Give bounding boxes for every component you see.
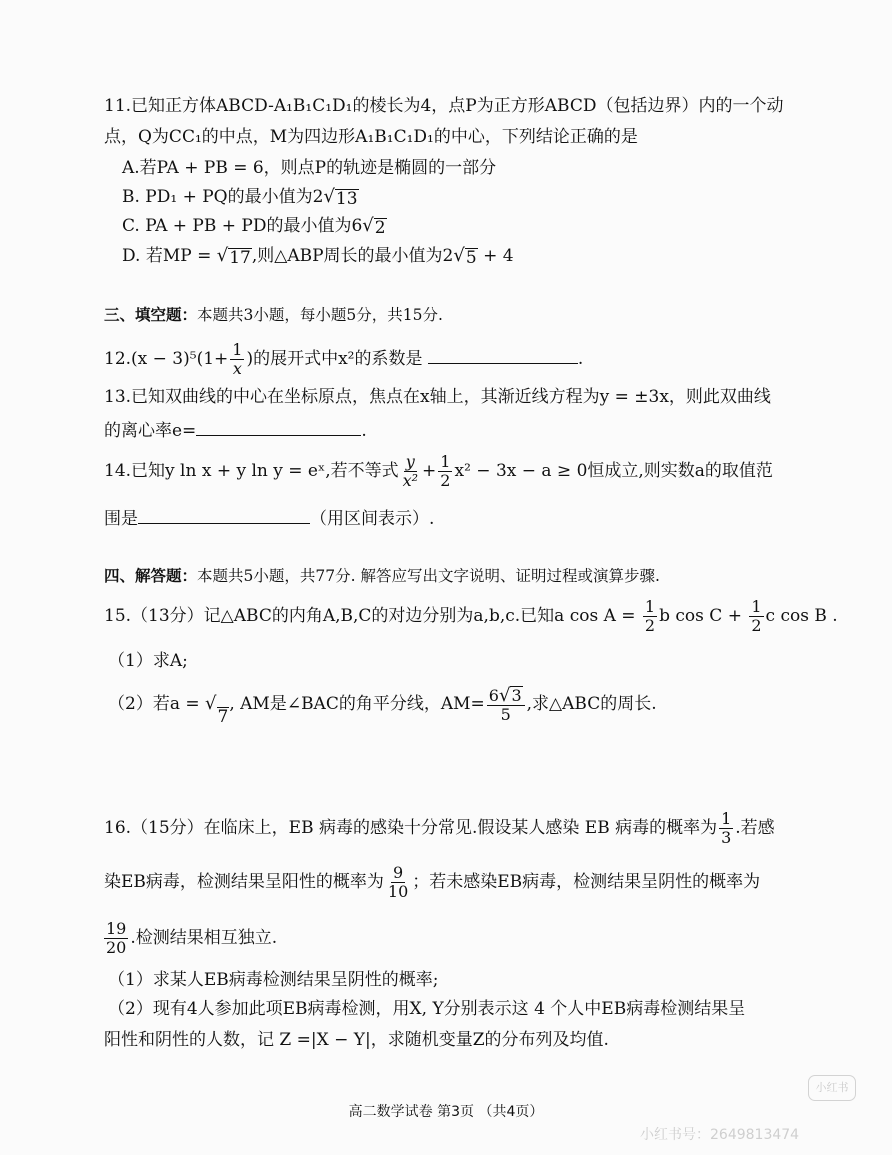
q15-part2-mid: , AM是∠BAC的角平分线，AM= bbox=[229, 694, 485, 714]
q16-text-post: .检测结果相互独立. bbox=[130, 928, 278, 948]
q14-end: （用区间表示）. bbox=[310, 509, 435, 529]
q16-part2-line1: （2）现有4人参加此项EB病毒检测，用X, Y分别表示这 4 个人中EB病毒检测结果呈 bbox=[108, 999, 746, 1019]
numerator-coef: 6 bbox=[488, 685, 499, 705]
section4-desc: 本题共5小题，共77分. 解答应写出文字说明、证明过程或演算步骤. bbox=[197, 567, 660, 585]
q15-text-post: c cos B . bbox=[765, 606, 838, 626]
fraction bbox=[104, 920, 128, 957]
q16-line2 bbox=[104, 862, 760, 902]
q11-option-b-text: B. PD₁ + PQ的最小值为2 bbox=[122, 187, 324, 207]
section4-title: 四、解答题： bbox=[104, 567, 198, 585]
radicand: 17 bbox=[229, 248, 251, 268]
denominator: 2 bbox=[751, 616, 762, 635]
sqrt-symbol: √ 5 bbox=[453, 245, 477, 268]
numerator: 1 bbox=[721, 809, 732, 828]
section4-heading bbox=[104, 565, 660, 587]
q14-text-post: x² − 3x − a ≥ 0恒成立,则实数a的取值范 bbox=[454, 461, 773, 481]
sqrt-symbol: √ 7 bbox=[205, 693, 229, 727]
section3-title: 三、填空题： bbox=[104, 306, 198, 324]
answer-blank[interactable] bbox=[428, 345, 578, 364]
q11-option-d-text: D. 若MP = bbox=[122, 246, 217, 266]
q16-line1 bbox=[104, 808, 775, 848]
answer-blank[interactable] bbox=[138, 505, 310, 524]
radicand: 5 bbox=[465, 248, 477, 268]
denominator: 10 bbox=[387, 882, 409, 901]
radicand: 3 bbox=[511, 685, 522, 705]
denominator: x bbox=[232, 359, 242, 378]
sqrt-symbol: √ 13 bbox=[323, 186, 358, 209]
q16-text-post: .若感 bbox=[735, 818, 775, 838]
q16-text-post: ；若未感染EB病毒，检测结果呈阴性的概率为 bbox=[412, 872, 761, 892]
q16-line3 bbox=[104, 918, 277, 958]
numerator: 9 bbox=[392, 863, 404, 882]
numerator bbox=[487, 686, 525, 706]
fraction bbox=[487, 686, 525, 724]
denominator: 5 bbox=[500, 704, 511, 724]
q14-text: 14.已知y ln x + y ln y = eˣ,若不等式 bbox=[104, 461, 399, 481]
section3-heading bbox=[104, 304, 443, 326]
q13-text: 的离心率e= bbox=[104, 421, 197, 441]
q16-part1: （1）求某人EB病毒检测结果呈阴性的概率; bbox=[108, 970, 439, 990]
q11-option-a: A.若PA + PB = 6，则点P的轨迹是椭圆的一部分 bbox=[122, 158, 497, 178]
q14-text: 围是 bbox=[104, 509, 138, 529]
q11-option-d-mid: ,则△ABP周长的最小值为2 bbox=[251, 246, 454, 266]
fraction bbox=[401, 453, 420, 490]
denominator: x² bbox=[402, 471, 419, 490]
watermark-text: 小红书号：2649813474 bbox=[640, 1127, 800, 1143]
radicand: 13 bbox=[335, 189, 358, 209]
sqrt-symbol: √ 3 bbox=[498, 684, 522, 706]
q16-part2-line2: 阳性和阴性的人数，记 Z =|X − Y|，求随机变量Z的分布列及均值. bbox=[104, 1030, 609, 1050]
numerator: 1 bbox=[751, 597, 762, 616]
denominator: 2 bbox=[440, 471, 451, 490]
q15-part1: （1）求A; bbox=[108, 651, 188, 671]
q12-text-post: )的展开式中x²的系数是 bbox=[246, 349, 423, 369]
q13-line2 bbox=[104, 417, 367, 442]
q15-stem bbox=[104, 596, 838, 636]
q11-option-d bbox=[122, 245, 514, 267]
q11-option-c bbox=[122, 215, 387, 237]
q11-option-b bbox=[122, 186, 359, 208]
q15-part2-end: ,求△ABC的周长. bbox=[526, 694, 657, 714]
q14-line2 bbox=[104, 505, 434, 530]
sqrt-symbol: √ 17 bbox=[216, 245, 251, 268]
q15-text: 15.（13分）记△ABC的内角A,B,C的对边分别为a,b,c.已知a cos A = bbox=[104, 606, 641, 626]
watermark-logo: 小红书 bbox=[808, 1075, 856, 1101]
q15-part2-text: （2）若a = bbox=[108, 694, 206, 714]
fraction bbox=[643, 598, 657, 635]
q15-text-mid: b cos C + bbox=[659, 606, 748, 626]
sqrt-symbol: √ 2 bbox=[362, 215, 386, 238]
q13-line1: 13.已知双曲线的中心在坐标原点，焦点在x轴上，其渐近线方程为y = ±3x，则此双曲线 bbox=[104, 387, 771, 407]
radicand: 2 bbox=[374, 218, 386, 238]
numerator: 1 bbox=[232, 340, 243, 359]
fraction bbox=[386, 864, 410, 901]
q11-option-c-text: C. PA + PB + PD的最小值为6 bbox=[122, 216, 363, 236]
numerator: y bbox=[405, 452, 415, 471]
fraction bbox=[749, 598, 763, 635]
denominator: 2 bbox=[644, 616, 656, 635]
fraction bbox=[230, 341, 244, 378]
q12-text: 12.(x − 3)⁵(1+ bbox=[104, 349, 229, 369]
fraction bbox=[719, 810, 733, 847]
denominator: 20 bbox=[106, 938, 127, 957]
answer-blank[interactable] bbox=[196, 417, 361, 436]
q13-end: . bbox=[361, 421, 367, 441]
q12-end: . bbox=[577, 349, 584, 369]
q16-text: 16.（15分）在临床上，EB 病毒的感染十分常见.假设某人感染 EB 病毒的概率为 bbox=[104, 818, 718, 838]
q14-line1 bbox=[104, 450, 773, 492]
numerator: 19 bbox=[106, 919, 127, 938]
q11-line1: 11.已知正方体ABCD-A₁B₁C₁D₁的棱长为4，点P为正方形ABCD（包括边界）内的一个动 bbox=[104, 96, 784, 116]
q11-line2: 点，Q为CC₁的中点，M为四边形A₁B₁C₁D₁的中心，下列结论正确的是 bbox=[104, 127, 638, 147]
numerator: 1 bbox=[440, 452, 451, 471]
fraction bbox=[438, 453, 452, 490]
numerator: 1 bbox=[644, 597, 656, 616]
plus-sign: + bbox=[422, 461, 437, 481]
q15-part2 bbox=[108, 682, 657, 726]
page-footer: 高二数学试卷 第3页 （共4页） bbox=[348, 1104, 544, 1120]
radicand: 7 bbox=[217, 707, 229, 727]
q12 bbox=[104, 340, 583, 378]
q11-option-d-end: + 4 bbox=[477, 246, 514, 266]
q16-text: 染EB病毒，检测结果呈阳性的概率为 bbox=[104, 872, 384, 892]
section3-desc: 本题共3小题，每小题5分，共15分. bbox=[197, 306, 443, 324]
denominator: 3 bbox=[721, 828, 732, 847]
